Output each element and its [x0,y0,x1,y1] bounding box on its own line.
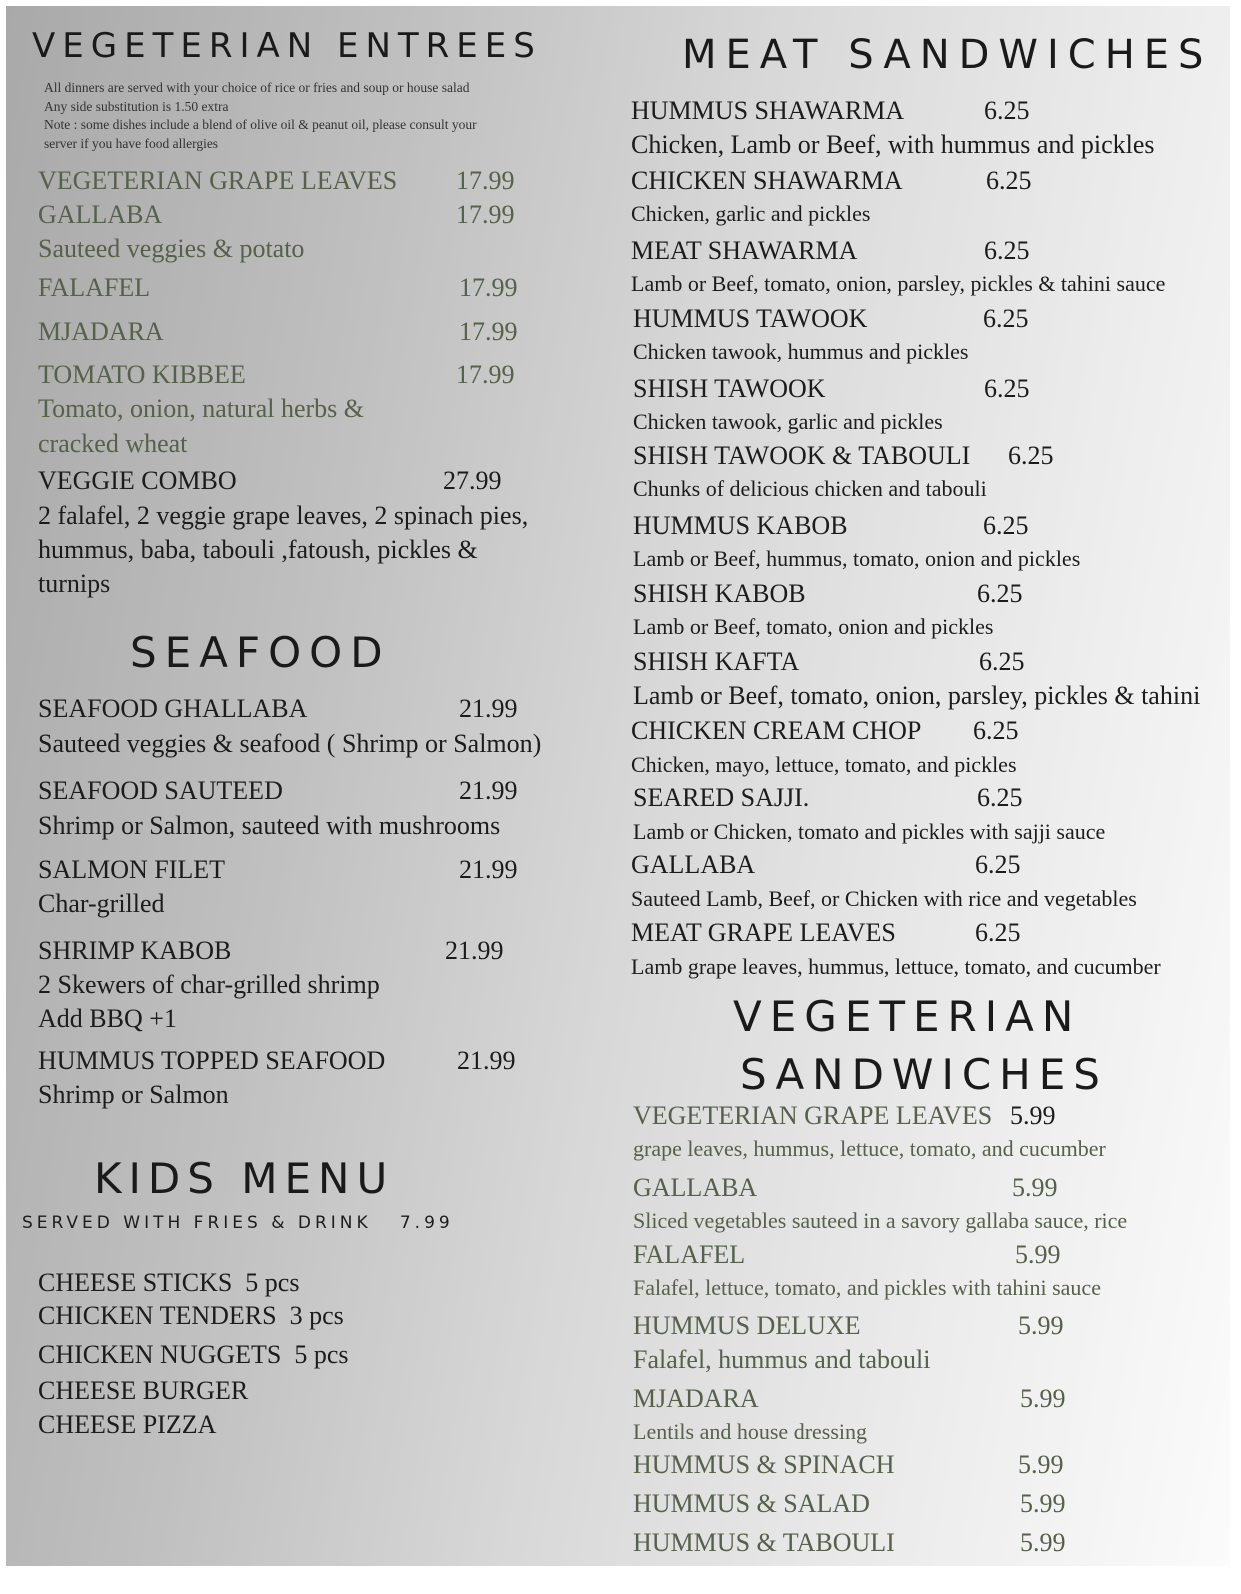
meat-sandwich-desc: Chicken, garlic and pickles [631,201,871,226]
entree-desc: Sauteed veggies & potato [38,234,305,263]
meat-sandwich-name: MEAT GRAPE LEAVES [631,918,896,947]
meat-sandwich-desc: Lamb or Beef, tomato, onion and pickles [633,614,994,639]
meat-sandwich-desc: Lamb grape leaves, hummus, lettuce, tomato, and cucumber [631,954,1161,979]
seafood-price: 21.99 [457,1046,516,1075]
veg-sandwich-name: HUMMUS & TABOULI [633,1528,895,1557]
kids-item: CHEESE PIZZA [38,1410,217,1439]
entree-name: GALLABA [38,200,163,229]
meat-sandwich-price: 6.25 [977,783,1023,812]
meat-sandwich-desc: Lamb or Beef, tomato, onion, parsley, pickles & tahini [633,681,1201,710]
entree-price: 17.99 [459,317,518,346]
entrees-note-4: server if you have food allergies [44,135,219,151]
veg-sandwich-name: HUMMUS & SPINACH [633,1450,895,1479]
seafood-price: 21.99 [459,694,518,723]
meat-sandwich-price: 6.25 [984,236,1030,265]
meat-sandwich-name: HUMMUS SHAWARMA [631,96,905,125]
entree-price: 17.99 [456,200,515,229]
kids-item: CHEESE BURGER [38,1376,249,1405]
veg-sandwich-desc: Lentils and house dressing [633,1419,868,1444]
meat-sandwich-name: HUMMUS KABOB [633,511,848,540]
seafood-price: 21.99 [459,855,518,884]
meat-sandwich-name: SHISH KABOB [633,579,806,608]
meat-sandwich-price: 6.25 [975,850,1021,879]
entree-price: 17.99 [459,273,518,302]
seafood-desc: Shrimp or Salmon [38,1080,229,1109]
veg-sandwich-price: 5.99 [1018,1450,1064,1479]
meat-sandwich-desc: Lamb or Beef, tomato, onion, parsley, pickles & tahini sauce [631,271,1166,296]
veg-sandwich-price: 5.99 [1020,1528,1066,1557]
veg-sandwich-name: HUMMUS & SALAD [633,1489,870,1518]
seafood-desc: 2 Skewers of char-grilled shrimp [38,970,380,999]
kids-menu-heading: KIDS MENU [94,1154,395,1203]
veg-sandwich-name: VEGETERIAN GRAPE LEAVES [633,1101,993,1130]
veg-sandwich-name: MJADARA [633,1384,759,1413]
seafood-name: SALMON FILET [38,855,226,884]
meat-sandwich-name: SHISH TAWOOK & TABOULI [633,441,971,470]
meat-sandwich-name: SHISH TAWOOK [633,374,826,403]
meat-sandwich-name: SHISH KAFTA [633,647,800,676]
veg-sandwich-desc: Falafel, hummus and tabouli [633,1345,931,1374]
meat-sandwich-name: CHICKEN CREAM CHOP [631,716,922,745]
veg-sandwich-price: 5.99 [1015,1240,1061,1269]
meat-sandwich-desc: Chicken, Lamb or Beef, with hummus and pickles [631,130,1155,159]
meat-sandwich-price: 6.25 [983,511,1029,540]
veg-sandwich-price: 5.99 [1018,1311,1064,1340]
entree-price: 27.99 [443,466,502,495]
veg-sandwich-name: HUMMUS DELUXE [633,1311,861,1340]
meat-sandwich-desc: Sauteed Lamb, Beef, or Chicken with rice and vegetables [631,886,1137,911]
seafood-name: SHRIMP KABOB [38,936,232,965]
veg-sandwich-price: 5.99 [1010,1101,1056,1130]
entrees-note-2: Any side substitution is 1.50 extra [44,98,229,114]
veg-entrees-heading: VEGETERIAN ENTREES [32,26,542,66]
entree-name: VEGETERIAN GRAPE LEAVES [38,166,398,195]
seafood-heading: SEAFOOD [130,628,391,677]
seafood-name: HUMMUS TOPPED SEAFOOD [38,1046,386,1075]
meat-sandwich-desc: Chicken tawook, garlic and pickles [633,409,943,434]
entree-price: 17.99 [456,360,515,389]
seafood-name: SEAFOOD GHALLABA [38,694,308,723]
meat-sandwich-name: CHICKEN SHAWARMA [631,166,903,195]
veg-sandwich-desc: Falafel, lettuce, tomato, and pickles with tahini sauce [633,1275,1101,1300]
veg-sandwich-desc: Sliced vegetables sauteed in a savory gallaba sauce, rice [633,1208,1128,1233]
entree-name: FALAFEL [38,273,151,302]
entree-name: MJADARA [38,317,164,346]
entree-name: VEGGIE COMBO [38,466,237,495]
entree-name: TOMATO KIBBEE [38,360,246,389]
kids-item: CHICKEN NUGGETS 5 pcs [38,1340,349,1369]
entrees-note-1: All dinners are served with your choice of rice or fries and soup or house salad [44,80,470,95]
veg-sandwich-desc: grape leaves, hummus, lettuce, tomato, and cucumber [633,1136,1106,1161]
entrees-note-3: Note : some dishes include a blend of olive oil & peanut oil, please consult your [44,117,477,132]
meat-sandwich-price: 6.25 [973,716,1019,745]
meat-sandwich-name: SEARED SAJJI. [633,783,810,812]
entree-desc: turnips [38,569,111,598]
seafood-name: SEAFOOD SAUTEED [38,776,283,805]
meat-sandwich-price: 6.25 [975,918,1021,947]
meat-sandwich-desc: Lamb or Beef, hummus, tomato, onion and pickles [633,546,1081,571]
meat-sandwich-name: MEAT SHAWARMA [631,236,858,265]
veg-sandwich-name: GALLABA [633,1173,758,1202]
kids-item: CHICKEN TENDERS 3 pcs [38,1301,344,1330]
meat-sandwich-desc: Chicken tawook, hummus and pickles [633,339,969,364]
seafood-desc: Shrimp or Salmon, sauteed with mushrooms [38,811,501,840]
meat-sandwich-price: 6.25 [984,374,1030,403]
seafood-price: 21.99 [445,936,504,965]
kids-item: CHEESE STICKS 5 pcs [38,1268,300,1297]
seafood-desc: Add BBQ +1 [38,1004,177,1033]
entree-desc: cracked wheat [38,429,188,458]
veg-sandwiches-heading-line2: SANDWICHES [740,1050,1108,1099]
meat-sandwich-price: 6.25 [986,166,1032,195]
meat-sandwich-price: 6.25 [977,579,1023,608]
entree-desc: hummus, baba, tabouli ,fatoush, pickles & [38,535,478,564]
meat-sandwiches-heading: MEAT SANDWICHES [682,32,1213,78]
veg-sandwich-price: 5.99 [1020,1489,1066,1518]
veg-sandwich-price: 5.99 [1020,1384,1066,1413]
entree-desc: 2 falafel, 2 veggie grape leaves, 2 spinach pies, [38,501,529,530]
kids-menu-subtitle: SERVED WITH FRIES & DRINK 7.99 [22,1213,454,1233]
menu-page [6,6,1230,1566]
meat-sandwich-desc: Chicken, mayo, lettuce, tomato, and pickles [631,752,1017,777]
seafood-price: 21.99 [459,776,518,805]
seafood-desc: Char-grilled [38,889,165,918]
meat-sandwich-price: 6.25 [984,96,1030,125]
entree-desc: Tomato, onion, natural herbs & [38,394,365,423]
seafood-desc: Sauteed veggies & seafood ( Shrimp or Salmon) [38,729,542,758]
veg-sandwiches-heading-line1: VEGETERIAN [733,992,1082,1041]
veg-sandwich-price: 5.99 [1012,1173,1058,1202]
meat-sandwich-desc: Chunks of delicious chicken and tabouli [633,476,987,501]
meat-sandwich-price: 6.25 [979,647,1025,676]
veg-sandwich-name: FALAFEL [633,1240,746,1269]
meat-sandwich-desc: Lamb or Chicken, tomato and pickles with sajji sauce [633,819,1106,844]
meat-sandwich-price: 6.25 [983,304,1029,333]
meat-sandwich-price: 6.25 [1008,441,1054,470]
meat-sandwich-name: HUMMUS TAWOOK [633,304,868,333]
entree-price: 17.99 [456,166,515,195]
meat-sandwich-name: GALLABA [631,850,756,879]
